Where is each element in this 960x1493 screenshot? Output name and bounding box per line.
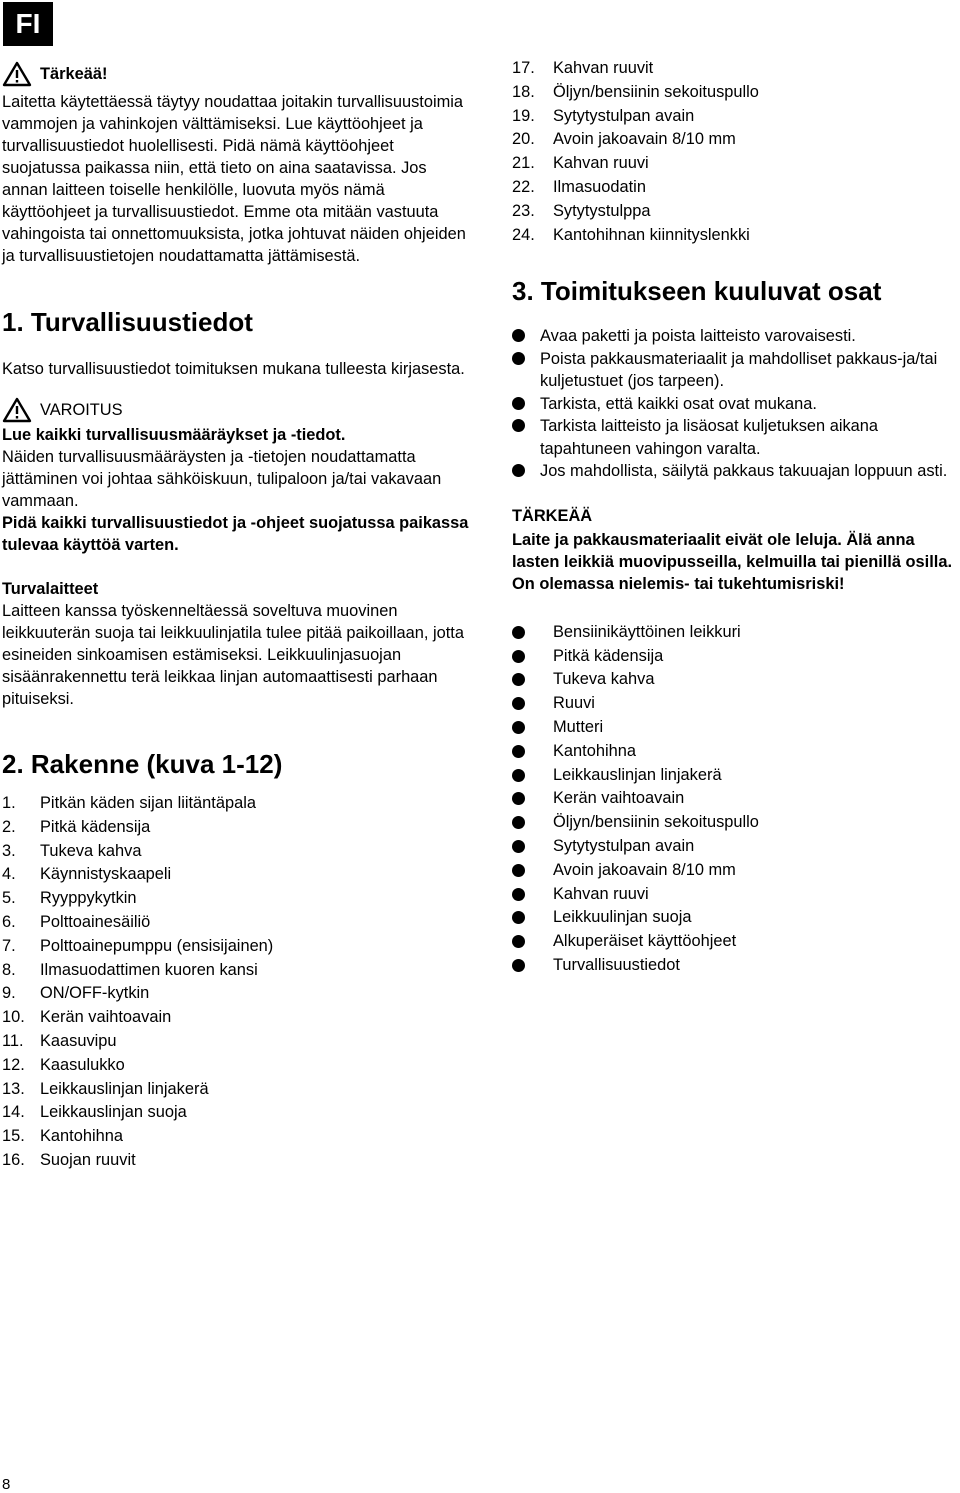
list-item: [2, 1149, 472, 1173]
item-text: Kaasulukko: [40, 1055, 125, 1074]
list-item: [2, 1054, 472, 1078]
list-item: [2, 935, 472, 959]
list-item: [2, 1101, 472, 1125]
list-item: [512, 764, 952, 788]
important-title: TÄRKEÄÄ: [512, 506, 593, 525]
bullet-icon: [512, 888, 525, 901]
list-item: [512, 930, 952, 954]
item-number: 23.: [512, 201, 535, 220]
bullet-icon: [512, 650, 525, 663]
item-text: Mutteri: [553, 718, 604, 737]
list-item: [512, 128, 952, 152]
list-item: [512, 57, 952, 81]
list-item: [512, 954, 952, 978]
item-number: 9.: [2, 984, 16, 1003]
list-item: [512, 200, 952, 224]
list-item: [512, 835, 952, 859]
list-item: [512, 692, 952, 716]
list-item: [512, 393, 952, 416]
item-text: Kahvan ruuvi: [553, 884, 649, 903]
item-number: 24.: [512, 225, 535, 244]
bullet-icon: [512, 419, 525, 432]
item-number: 17.: [512, 59, 535, 77]
item-text: Poista pakkausmateriaalit ja mahdolliset pakkaus-ja/tai kuljetustuet (jos tarpeen).: [540, 349, 938, 391]
item-text: Avoin jakoavain 8/10 mm: [553, 860, 736, 879]
language-badge: FI: [3, 2, 53, 46]
delivery-contents: [512, 621, 952, 978]
item-text: Leikkauslinjan linjakerä: [40, 1079, 209, 1098]
warning-title-row: [2, 396, 472, 424]
list-item: [2, 816, 472, 840]
section3-heading: 3. Toimitukseen kuuluvat osat: [512, 276, 882, 307]
list-item: [512, 415, 952, 460]
list-item: [2, 1125, 472, 1149]
list-item: [512, 811, 952, 835]
item-text: Sytytystulpan avain: [553, 837, 695, 856]
list-item: [512, 645, 952, 669]
important-text: Laite ja pakkausmateriaalit eivät ole leluja. Älä anna lasten leikkiä muovipusseilla, kelmuilla tai pienillä osilla. On olemassa nielemis- tai tukehtumisriski!: [512, 530, 952, 593]
item-text: Ryyppykytkin: [40, 889, 137, 908]
item-text: Tukeva kahva: [40, 841, 142, 860]
list-item: [2, 887, 472, 911]
warning-triangle-icon: [2, 397, 32, 423]
list-item: [512, 883, 952, 907]
list-item: [2, 792, 472, 816]
list-item: [512, 787, 952, 811]
list-item: [2, 911, 472, 935]
list-item: [512, 348, 952, 393]
item-text: Ilmasuodatin: [553, 177, 646, 196]
item-number: 1.: [2, 794, 16, 812]
item-text: Suojan ruuvit: [40, 1150, 136, 1169]
item-text: Kaasuvipu: [40, 1031, 117, 1050]
item-text: Kerän vaihtoavain: [40, 1008, 172, 1027]
list-item: [512, 906, 952, 930]
item-number: 3.: [2, 841, 16, 860]
bullet-icon: [512, 397, 525, 410]
item-number: 19.: [512, 106, 535, 125]
item-number: 5.: [2, 889, 16, 908]
list-item: [2, 1030, 472, 1054]
item-text: Kantohihnan kiinnityslenkki: [553, 225, 750, 244]
list-item: [512, 105, 952, 129]
bullet-icon: [512, 769, 525, 782]
warning-bold-text-2: Pidä kaikki turvallisuustiedot ja -ohjeet suojatussa paikassa tulevaa käyttöä varten.: [2, 514, 469, 554]
bullet-icon: [512, 840, 525, 853]
item-text: Kahvan ruuvit: [553, 59, 654, 77]
page-number: 8: [2, 1476, 11, 1493]
bullet-icon: [512, 352, 525, 365]
item-number: 7.: [2, 936, 16, 955]
section1-heading: 1. Turvallisuustiedot: [2, 307, 253, 337]
item-number: 8.: [2, 960, 16, 979]
warning-triangle-icon: [2, 61, 32, 87]
item-text: Ruuvi: [553, 694, 595, 713]
list-item: [2, 1006, 472, 1030]
list-item: [2, 959, 472, 983]
item-text: Alkuperäiset käyttöohjeet: [553, 932, 737, 951]
item-number: 15.: [2, 1127, 25, 1146]
bullet-icon: [512, 745, 525, 758]
item-text: Öljyn/bensiinin sekoituspullo: [553, 813, 759, 832]
item-number: 18.: [512, 82, 535, 101]
list-item: [512, 668, 952, 692]
item-number: 20.: [512, 130, 535, 149]
item-text: Tukeva kahva: [553, 670, 655, 689]
item-text: Avaa paketti ja poista laitteisto varovaisesti.: [540, 327, 856, 346]
list-item: [2, 1078, 472, 1102]
list-item: [2, 840, 472, 864]
item-text: Leikkauslinjan suoja: [40, 1103, 187, 1122]
bullet-icon: [512, 864, 525, 877]
list-item: [512, 716, 952, 740]
item-text: Sytytystulppa: [553, 201, 651, 220]
item-number: 10.: [2, 1008, 25, 1027]
bullet-icon: [512, 626, 525, 639]
parts-list-right: [512, 57, 952, 247]
list-item: [2, 982, 472, 1006]
list-item: [2, 863, 472, 887]
safety-devices-title: Turvalaitteet: [2, 580, 99, 598]
list-item: [512, 224, 952, 248]
item-number: 13.: [2, 1079, 25, 1098]
bullet-icon: [512, 721, 525, 734]
item-text: Pitkä kädensija: [40, 817, 151, 836]
item-number: 11.: [2, 1031, 24, 1050]
item-text: Käynnistyskaapeli: [40, 865, 172, 884]
intro-text: Laitetta käytettäessä täytyy noudattaa joitakin turvallisuustoimia vammojen ja vahinkojen välttämiseksi. Lue käyttöohjeet ja turvallisuustiedot huolellisesti. Pidä nämä käyttöohjeet suojatussa paikassa niin, että tieto on aina saatavissa. Jos annan laitteen toiselle henkilölle, luovuta myös nämä käyttöohjeet ja turvallisuustiedot. Emme ota mitään vastuuta vahingoista tai onnettomuuksista, jotka johtuvat näiden ohjeiden ja turvallisuustietojen noudattamatta jättämisestä.: [2, 93, 466, 265]
item-text: Leikkauslinjan linjakerä: [553, 765, 722, 784]
item-text: Polttoainepumppu (ensisijainen): [40, 936, 274, 955]
parts-list-left: [2, 792, 472, 1173]
item-text: Kahvan ruuvi: [553, 154, 649, 173]
item-number: 16.: [2, 1150, 25, 1169]
list-item: [512, 740, 952, 764]
item-text: Leikkuulinjan suoja: [553, 908, 692, 927]
warning-text: Näiden turvallisuusmääräysten ja -tietojen noudattamatta jättäminen voi johtaa sähköiskuun, tulipaloon ja/tai vakavaan vammaan.: [2, 448, 442, 510]
item-number: 12.: [2, 1055, 25, 1074]
item-text: Kerän vaihtoavain: [553, 789, 685, 808]
item-number: 6.: [2, 912, 16, 931]
bullet-icon: [512, 697, 525, 710]
item-text: Polttoainesäiliö: [40, 912, 151, 931]
item-number: 22.: [512, 177, 535, 196]
item-text: Avoin jakoavain 8/10 mm: [553, 130, 736, 149]
item-text: Tarkista laitteisto ja lisäosat kuljetuksen aikana tapahtuneen vahingon varalta.: [540, 417, 878, 458]
item-text: Kantohihna: [553, 741, 636, 760]
list-item: [512, 152, 952, 176]
bullet-icon: [512, 959, 525, 972]
bullet-icon: [512, 935, 525, 948]
list-item: [512, 460, 952, 483]
bullet-icon: [512, 911, 525, 924]
left-column: [2, 60, 472, 1173]
item-text: Turvallisuustiedot: [553, 956, 680, 975]
right-column: [512, 57, 952, 978]
item-text: Pitkä kädensija: [553, 646, 664, 665]
item-text: Jos mahdollista, säilytä pakkaus takuuajan loppuun asti.: [540, 462, 948, 481]
bullet-icon: [512, 673, 525, 686]
bullet-icon: [512, 816, 525, 829]
item-text: Tarkista, että kaikki osat ovat mukana.: [540, 394, 817, 413]
list-item: [512, 859, 952, 883]
item-text: Bensiinikäyttöinen leikkuri: [553, 622, 741, 641]
item-number: 21.: [512, 154, 535, 173]
intro-title: Tärkeää!: [40, 64, 108, 83]
list-item: [512, 176, 952, 200]
bullet-icon: [512, 329, 525, 342]
item-text: Öljyn/bensiinin sekoituspullo: [553, 82, 759, 101]
item-text: ON/OFF-kytkin: [40, 984, 150, 1003]
item-number: 14.: [2, 1103, 25, 1122]
unpacking-steps: [512, 325, 952, 483]
warning-bold-text: Lue kaikki turvallisuusmääräykset ja -tiedot.: [2, 426, 346, 444]
bullet-icon: [512, 792, 525, 805]
bullet-icon: [512, 464, 525, 477]
list-item: [512, 81, 952, 105]
warning-title: VAROITUS: [40, 400, 123, 419]
item-number: 2.: [2, 817, 16, 836]
item-text: Pitkän käden sijan liitäntäpala: [40, 794, 256, 812]
section2-heading: 2. Rakenne (kuva 1-12): [2, 749, 283, 779]
item-text: Kantohihna: [40, 1127, 123, 1146]
intro-title-row: [2, 60, 472, 88]
safety-devices-text: Laitteen kanssa työskenneltäessä soveltuva muovinen leikkuuterän suoja tai leikkuulinjatila tulee pitää paikoillaan, jotta esineiden sinkoamisen estämiseksi. Leikkuulinjasuojan sisäänrakennettu terä leikkaa linjan automaattisesti parhaan pituiseksi.: [2, 602, 464, 708]
list-item: [512, 325, 952, 348]
section1-text: Katso turvallisuustiedot toimituksen mukana tulleesta kirjasesta.: [2, 360, 465, 378]
list-item: [512, 621, 952, 645]
item-number: 4.: [2, 865, 16, 884]
item-text: Sytytystulpan avain: [553, 106, 695, 125]
item-text: Ilmasuodattimen kuoren kansi: [40, 960, 258, 979]
